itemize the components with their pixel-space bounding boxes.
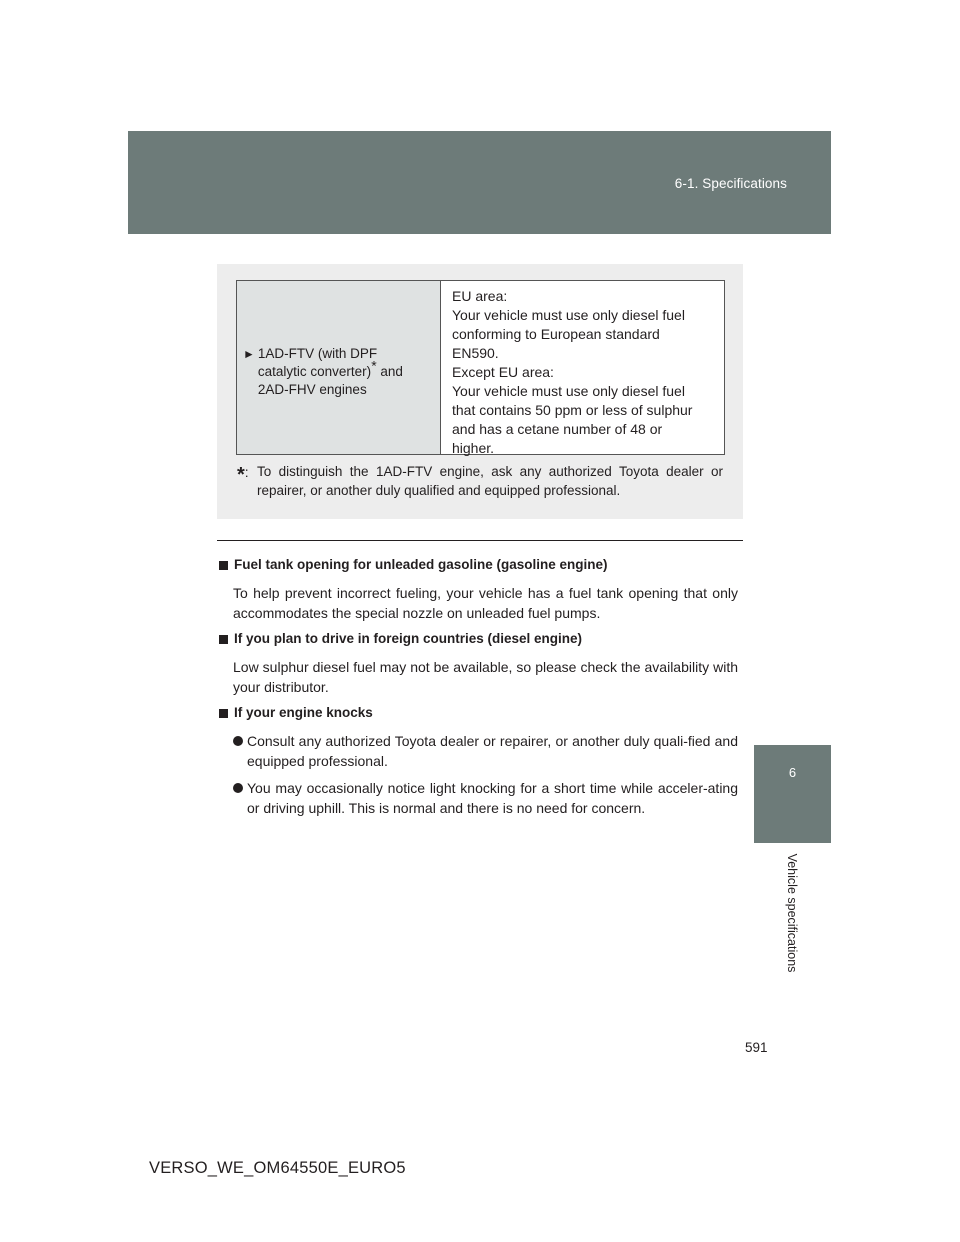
footnote-text: To distinguish the 1AD-FTV engine, ask any authorized Toyota dealer or repairer, or another duly qualified and equipped professional. [257, 464, 723, 498]
section-heading: If you plan to drive in foreign countries (diesel engine) [219, 630, 738, 648]
section-heading: If your engine knocks [219, 704, 738, 722]
circle-bullet-icon [233, 736, 243, 746]
section-heading: Fuel tank opening for unleaded gasoline (gasoline engine) [219, 556, 738, 574]
engine-label [243, 345, 403, 399]
chapter-tab [754, 745, 831, 843]
section-body: To help prevent incorrect fueling, your vehicle has a fuel tank opening that only accommodates the special nozzle on unleaded fuel pumps. [233, 585, 738, 621]
fuel-line: and has a cetane number of 48 or [452, 421, 663, 437]
fuel-line: Except EU area: [452, 364, 554, 380]
fuel-line: Your vehicle must use only diesel fuel [452, 307, 685, 323]
section-title: 6-1. Specifications [674, 176, 787, 191]
list-item: You may occasionally notice light knocking for a short time while acceler-ating or driving uphill. This is normal and there is no need for concern. [233, 778, 738, 818]
triangle-bullet-icon: ► [243, 346, 255, 361]
fuel-line: higher. [452, 440, 495, 456]
fuel-requirement-cell [441, 281, 724, 454]
section-body: Low sulphur diesel fuel may not be available, so please check the availability with your distributor. [233, 659, 738, 695]
chapter-number: 6 [788, 765, 797, 780]
engine-line-2: catalytic converter)* and [257, 357, 403, 379]
engine-line-1: 1AD-FTV (with DPF [257, 345, 378, 361]
fuel-line: EU area: [452, 288, 508, 304]
engine-cell [237, 281, 441, 454]
header-band [128, 131, 831, 234]
fuel-line: Your vehicle must use only diesel fuel [452, 383, 685, 399]
asterisk-mark: * [371, 357, 377, 373]
square-bullet-icon [219, 709, 228, 718]
list-item: Consult any authorized Toyota dealer or repairer, or another duly quali-fied and equipped professional. [233, 731, 738, 771]
notes-content [219, 556, 738, 825]
square-bullet-icon [219, 635, 228, 644]
document-code: VERSO_WE_OM64550E_EURO5 [149, 1159, 406, 1177]
section-divider [217, 540, 743, 541]
fuel-line: that contains 50 ppm or less of sulphur [452, 402, 693, 418]
circle-bullet-icon [233, 783, 243, 793]
fuel-line: conforming to European standard [452, 326, 660, 342]
fuel-line: EN590. [452, 345, 499, 361]
page-number: 591 [745, 1040, 768, 1055]
chapter-label: Vehicle specifications [785, 853, 799, 973]
engine-line-3: 2AD-FHV engines [257, 381, 367, 397]
fuel-spec-table [236, 280, 725, 455]
footnote [237, 462, 723, 500]
fuel-spec-box [217, 264, 743, 519]
square-bullet-icon [219, 561, 228, 570]
footnote-mark: *: [237, 464, 249, 486]
